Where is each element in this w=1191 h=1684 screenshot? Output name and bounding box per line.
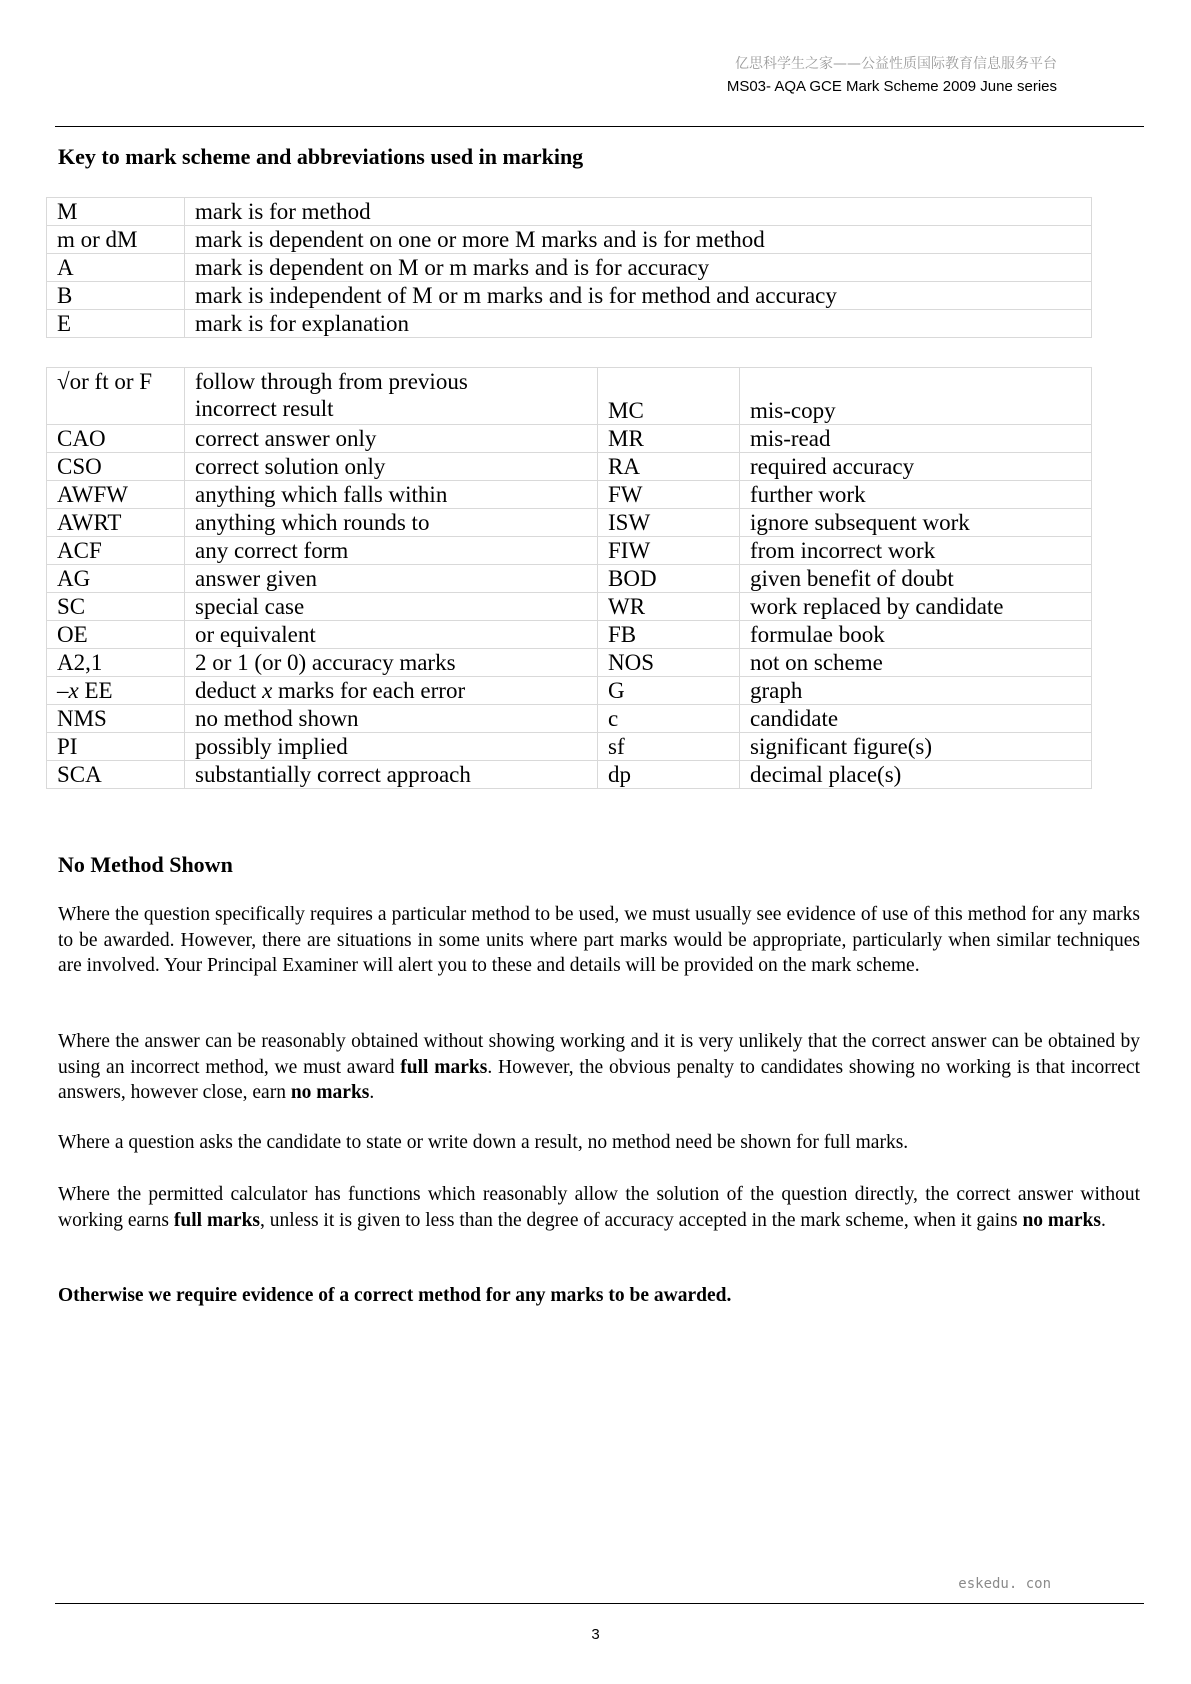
- abbr-code: RA: [598, 453, 740, 481]
- abbr-meaning: mis-read: [740, 425, 1092, 453]
- table-row: [47, 254, 1092, 282]
- abbr-meaning: special case: [185, 593, 598, 621]
- abbr-meaning: formulae book: [740, 621, 1092, 649]
- mark-meaning: mark is for method: [185, 198, 1092, 226]
- table-row: [47, 649, 1092, 677]
- text-run: Where the answer can be reasonably obtained without showing working and it is very unlikely that the correct answer can be obtained by using an incorrect method, we must award: [58, 1031, 1140, 1078]
- abbr-code: NOS: [598, 649, 740, 677]
- abbr-meaning: correct solution only: [185, 453, 598, 481]
- key-section-title: Key to mark scheme and abbreviations used in marking: [58, 144, 584, 169]
- abbr-code: A2,1: [47, 649, 185, 677]
- mark-code: m or dM: [47, 226, 185, 254]
- abbr-meaning: work replaced by candidate: [740, 593, 1092, 621]
- abbr-meaning: not on scheme: [740, 649, 1092, 677]
- abbr-meaning: graph: [740, 677, 1092, 705]
- table-row: [47, 705, 1092, 733]
- abbr-meaning: 2 or 1 (or 0) accuracy marks: [185, 649, 598, 677]
- abbr-code: AG: [47, 565, 185, 593]
- table-row: [47, 425, 1092, 453]
- abbr-meaning: deduct x marks for each error: [185, 677, 598, 705]
- abbr-meaning: possibly implied: [185, 733, 598, 761]
- mark-meaning: mark is dependent on one or more M marks and is for method: [185, 226, 1092, 254]
- abbr-code: FB: [598, 621, 740, 649]
- abbr-code: MC: [598, 368, 740, 425]
- table-row: [47, 593, 1092, 621]
- table-row: [47, 310, 1092, 338]
- abbr-code: SC: [47, 593, 185, 621]
- abbr-meaning: further work: [740, 481, 1092, 509]
- nms-section-title: No Method Shown: [58, 852, 233, 877]
- nms-paragraph-3: Where a question asks the candidate to state or write down a result, no method need be shown for full marks.: [58, 1132, 909, 1153]
- abbr-code: SCA: [47, 761, 185, 789]
- abbr-meaning: any correct form: [185, 537, 598, 565]
- footer-brand: eskedu. con: [958, 1576, 1051, 1592]
- mark-code: M: [47, 198, 185, 226]
- table-row: [47, 453, 1092, 481]
- abbr-code: √or ft or F: [47, 368, 185, 425]
- abbr-meaning: significant figure(s): [740, 733, 1092, 761]
- abbr-code: ISW: [598, 509, 740, 537]
- abbr-meaning: from incorrect work: [740, 537, 1092, 565]
- nms-paragraph-5: Otherwise we require evidence of a correct method for any marks to be awarded.: [58, 1285, 732, 1306]
- abbreviations-table: [46, 367, 1092, 789]
- text-run: Where the permitted calculator has functions which reasonably allow the solution of the question directly, the correct answer without working earns: [58, 1184, 1140, 1231]
- abbr-code: PI: [47, 733, 185, 761]
- abbr-meaning: anything which falls within: [185, 481, 598, 509]
- table-row: [47, 226, 1092, 254]
- header-site-name: 亿思科学生之家——公益性质国际教育信息服务平台: [735, 56, 1057, 72]
- mark-meaning: mark is for explanation: [185, 310, 1092, 338]
- abbr-meaning: anything which rounds to: [185, 509, 598, 537]
- abbr-code: NMS: [47, 705, 185, 733]
- abbr-code: c: [598, 705, 740, 733]
- table-row: [47, 368, 1092, 425]
- abbr-code: AWFW: [47, 481, 185, 509]
- abbr-code: WR: [598, 593, 740, 621]
- abbr-code: CSO: [47, 453, 185, 481]
- abbr-code: MR: [598, 425, 740, 453]
- table-row: [47, 621, 1092, 649]
- abbr-meaning: given benefit of doubt: [740, 565, 1092, 593]
- abbr-meaning: required accuracy: [740, 453, 1092, 481]
- abbr-code: OE: [47, 621, 185, 649]
- table-row: [47, 761, 1092, 789]
- abbr-code: sf: [598, 733, 740, 761]
- mark-code: A: [47, 254, 185, 282]
- abbr-meaning: no method shown: [185, 705, 598, 733]
- header-rule: [55, 126, 1144, 127]
- emphasis-full-marks: full marks: [173, 1209, 261, 1231]
- footer-rule: [55, 1603, 1144, 1604]
- abbr-meaning: decimal place(s): [740, 761, 1092, 789]
- abbr-code: G: [598, 677, 740, 705]
- header-doc-title: MS03- AQA GCE Mark Scheme 2009 June series: [726, 78, 1057, 95]
- mark-meaning: mark is independent of M or m marks and is for method and accuracy: [185, 282, 1092, 310]
- table-row: [47, 509, 1092, 537]
- mark-code: E: [47, 310, 185, 338]
- abbr-meaning: substantially correct approach: [185, 761, 598, 789]
- text-run: .: [369, 1082, 375, 1103]
- abbr-code: FW: [598, 481, 740, 509]
- text-run: .: [1101, 1209, 1106, 1231]
- abbr-meaning: [185, 368, 598, 425]
- marks-table: [46, 197, 1092, 338]
- text-run: . However, the obvious penalty to candidates showing no working is that incorrect answers, however close, earn: [58, 1056, 1140, 1103]
- emphasis-no-marks: no marks: [290, 1082, 370, 1103]
- abbr-meaning: mis-copy: [740, 368, 1092, 425]
- abbr-code: CAO: [47, 425, 185, 453]
- abbr-meaning: correct answer only: [185, 425, 598, 453]
- mark-meaning: mark is dependent on M or m marks and is for accuracy: [185, 254, 1092, 282]
- abbr-code: –x EE: [47, 677, 185, 705]
- text-run: , unless it is given to less than the degree of accuracy accepted in the mark scheme, when it gains: [260, 1209, 1023, 1231]
- abbr-code: dp: [598, 761, 740, 789]
- abbr-code: FIW: [598, 537, 740, 565]
- table-row: [47, 282, 1092, 310]
- table-row: [47, 677, 1092, 705]
- nms-paragraph-2: [58, 1029, 1140, 1106]
- emphasis-full-marks: full marks: [400, 1056, 488, 1078]
- table-row: [47, 537, 1092, 565]
- table-row: [47, 198, 1092, 226]
- table-row: [47, 481, 1092, 509]
- abbr-meaning-line2: incorrect result: [195, 396, 334, 421]
- table-row: [47, 565, 1092, 593]
- abbr-meaning: answer given: [185, 565, 598, 593]
- nms-paragraph-4: [58, 1182, 1140, 1233]
- emphasis-no-marks: no marks: [1022, 1209, 1101, 1231]
- table-row: [47, 733, 1092, 761]
- page-number: 3: [591, 1626, 600, 1643]
- abbr-code: ACF: [47, 537, 185, 565]
- abbr-code: AWRT: [47, 509, 185, 537]
- mark-code: B: [47, 282, 185, 310]
- abbr-meaning-line1: follow through from previous: [195, 369, 468, 394]
- abbr-meaning: or equivalent: [185, 621, 598, 649]
- abbr-meaning: ignore subsequent work: [740, 509, 1092, 537]
- abbr-meaning: candidate: [740, 705, 1092, 733]
- abbr-code: BOD: [598, 565, 740, 593]
- nms-paragraph-1: Where the question specifically requires a particular method to be used, we must usually see evidence of use of this method for any marks to be awarded. However, there are situations in some units where part marks would be appropriate, particularly when similar techniques are involved. Your Principal Examiner will alert you to these and details will be provided on the mark scheme.: [58, 904, 1140, 976]
